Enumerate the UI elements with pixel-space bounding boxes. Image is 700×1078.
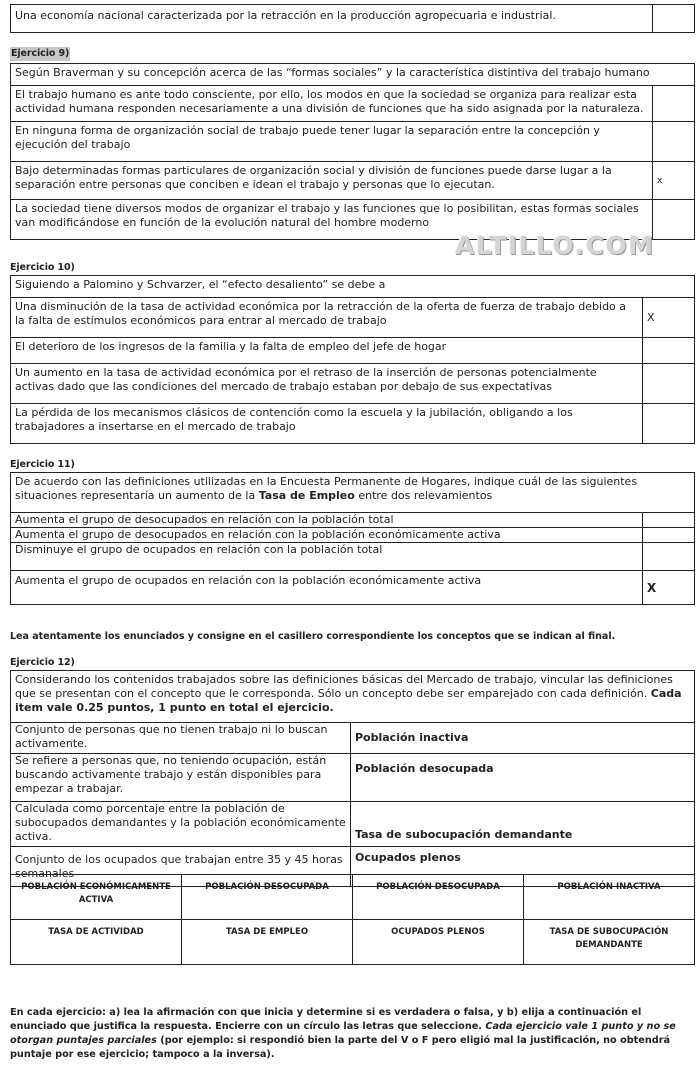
answer-cell[interactable] <box>643 364 695 404</box>
option-text: La pérdida de los mecanismos clásicos de contención como la escuela y la jubilación, obligando a los trabajadores a insertarse en el mercado de trabajo <box>11 404 643 444</box>
option-text: El trabajo humano es ante todo consciente, por ello, los modos en que la sociedad se organiza para realizar esta actividad humana responden necesariamente a una división de funciones que ha sido asignada por la naturaleza. <box>11 86 653 122</box>
option-text: Un aumento en la tasa de actividad económica por el retraso de la inserción de personas potencialmente activas dado que las condiciones del mercado de trabajo estaban por debajo de sus expectativas <box>11 364 643 404</box>
exercise-9-title: Ejercicio 9) <box>11 48 70 59</box>
option-text: Una economía nacional caracterizada por la retracción en la producción agropecuaria e industrial. <box>11 5 653 33</box>
concept-answer[interactable]: Tasa de subocupación demandante <box>351 802 695 847</box>
exercise-11-title: Ejercicio 11) <box>10 459 75 470</box>
concept-cell: TASA DE SUBOCUPACIÓN DEMANDANTE <box>524 920 695 965</box>
option-text: Aumenta el grupo de ocupados en relación con la población económicamente activa <box>11 571 643 605</box>
concept-cell: POBLACIÓN DESOCUPADA <box>182 875 353 920</box>
exercise-12-statement <box>11 671 695 723</box>
top-row-table <box>10 4 695 33</box>
exercise-12-table <box>10 670 695 887</box>
answer-cell[interactable] <box>653 122 695 162</box>
concept-answer[interactable]: Ocupados plenos <box>351 847 695 887</box>
statement-bold: Tasa de Empleo <box>258 489 355 502</box>
final-instructions <box>10 1006 694 1062</box>
exercise-9-table <box>10 63 695 240</box>
exercise-12-title: Ejercicio 12) <box>10 657 75 668</box>
definition-text: Se refiere a personas que, no teniendo ocupación, están buscando activamente trabajo y están disponibles para empezar a trabajar. <box>11 754 351 802</box>
answer-cell[interactable] <box>653 200 695 240</box>
answer-cell[interactable]: X <box>643 298 695 338</box>
statement-text: De acuerdo con las definiciones utilizadas en la Encuesta Permanente de Hogares, indique cuál de las siguientes situaciones representaría un aumento de la <box>15 475 638 502</box>
exercise-10-table <box>10 275 695 444</box>
statement-text-end: entre dos relevamientos <box>354 489 493 502</box>
exercise-11-statement <box>11 473 695 513</box>
statement-text: Considerando los contenidos trabajados sobre las definiciones básicas del Mercado de trabajo, vincular las definiciones que se presentan con el concepto que le corresponda. Sólo un concepto debe ser emparejado con cada definición. <box>15 673 673 700</box>
definition-text: Conjunto de los ocupados que trabajan entre 35 y 45 horas semanales <box>11 847 351 887</box>
instruction-text: Lea atentamente los enunciados y consigne en el casillero correspondiente los conceptos que se indican al final. <box>10 631 616 642</box>
answer-cell[interactable] <box>643 513 695 528</box>
final-instructions-text-end: (por ejemplo: si respondió bien la parte del V o F pero eligió mal la justificación, no obtendrá puntaje por ese ejercicio; tampoco a la inversa). <box>10 1035 671 1060</box>
option-text: El deterioro de los ingresos de la familia y la falta de empleo del jefe de hogar <box>11 338 643 364</box>
option-text: La sociedad tiene diversos modos de organizar el trabajo y las funciones que lo posibilitan, estas formas sociales van modificándose en función de la evolución natural del hombre moderno <box>11 200 653 240</box>
answer-cell[interactable] <box>653 86 695 122</box>
option-text: Una disminución de la tasa de actividad económica por la retracción de la oferta de fuerza de trabajo debido a la falta de estímulos económicos para entrar al mercado de trabajo <box>11 298 643 338</box>
option-text: Aumenta el grupo de desocupados en relación con la población total <box>11 513 643 528</box>
final-instructions-text: En cada ejercicio: a) lea la afirmación con que inicia y determine si es verdadera o falsa, y b) elija a continuación el enunciado que justifica la respuesta. Encierre con un círculo las letras que seleccione. <box>10 1007 642 1032</box>
option-text: Aumenta el grupo de desocupados en relación con la población económicamente activa <box>11 528 643 543</box>
option-text: Bajo determinadas formas particulares de organización social y división de funciones puede darse lugar a la separación entre personas que conciben e idean el trabajo y personas que lo ejecutan. <box>11 162 653 200</box>
answer-cell[interactable]: X <box>643 571 695 605</box>
concept-cell: TASA DE EMPLEO <box>182 920 353 965</box>
definition-text: Calculada como porcentaje entre la población de subocupados demandantes y la población económicamente activa. <box>11 802 351 847</box>
answer-cell[interactable] <box>643 543 695 571</box>
final-instructions-italic: Cada ejercicio vale 1 punto y no se otorgan puntajes parciales <box>10 1021 676 1046</box>
answer-cell[interactable] <box>653 5 695 33</box>
answer-cell[interactable] <box>643 528 695 543</box>
concept-answer[interactable]: Población inactiva <box>351 723 695 754</box>
answer-cell[interactable] <box>643 338 695 364</box>
answer-cell[interactable] <box>643 404 695 444</box>
statement-bold: Cada item vale 0.25 puntos, 1 punto en total el ejercicio. <box>15 687 682 714</box>
concept-cell: POBLACIÓN DESOCUPADA <box>353 875 524 920</box>
answer-cell[interactable]: x <box>653 162 695 200</box>
concept-cell: POBLACIÓN INACTIVA <box>524 875 695 920</box>
watermark-logo: ALTILLO.COM <box>455 231 655 260</box>
option-text: En ninguna forma de organización social de trabajo puede tener lugar la separación entre la concepción y ejecución del trabajo <box>11 122 653 162</box>
exercise-9-statement: Según Braverman y su concepción acerca de las “formas sociales” y la característica distintiva del trabajo humano <box>11 64 695 86</box>
concepts-grid <box>10 874 695 965</box>
option-text: Disminuye el grupo de ocupados en relación con la población total <box>11 543 643 571</box>
concept-answer[interactable]: Población desocupada <box>351 754 695 802</box>
exercise-11-table <box>10 472 695 605</box>
concept-cell: OCUPADOS PLENOS <box>353 920 524 965</box>
concept-cell: POBLACIÓN ECONÓMICAMENTE ACTIVA <box>11 875 182 920</box>
exercise-10-statement: Siguiendo a Palomino y Schvarzer, el “efecto desaliento” se debe a <box>11 276 695 298</box>
definition-text: Conjunto de personas que no tienen trabajo ni lo buscan activamente. <box>11 723 351 754</box>
exercise-10-title: Ejercicio 10) <box>10 262 75 273</box>
concept-cell: TASA DE ACTIVIDAD <box>11 920 182 965</box>
